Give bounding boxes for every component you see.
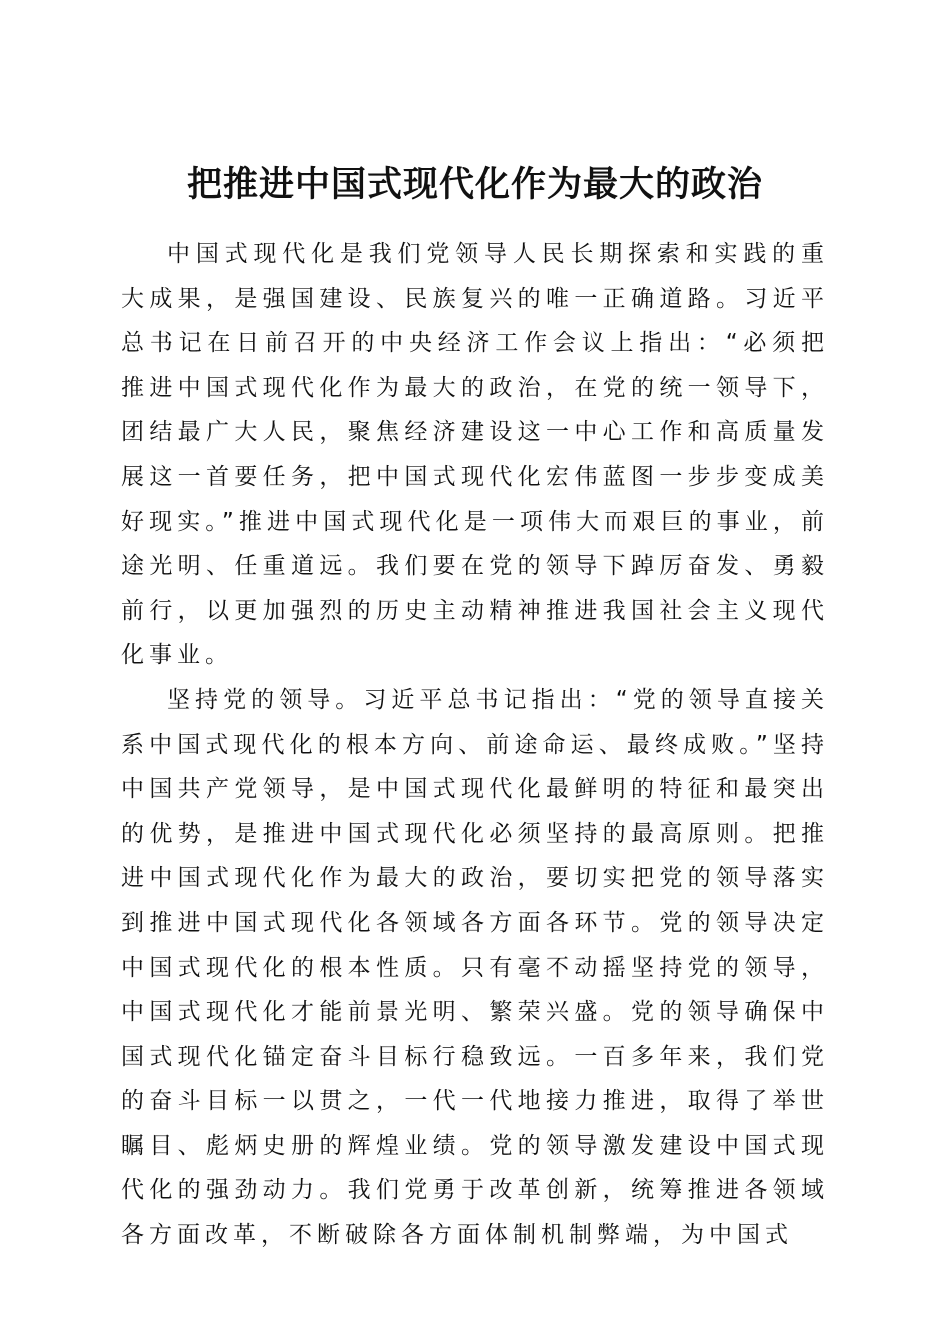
document-body bbox=[121, 232, 829, 1258]
paragraph: 坚持党的领导。习近平总书记指出：“党的领导直接关系中国式现代化的根本方向、前途命运、最终成败。”坚持中国共产党领导，是中国式现代化最鲜明的特征和最突出的优势，是推进中国式现代化必须坚持的最高原则。把推进中国式现代化作为最大的政治，要切实把党的领导落实到推进中国式现代化各领域各方面各环节。党的领导决定中国式现代化的根本性质。只有毫不动摇坚持党的领导，中国式现代化才能前景光明、繁荣兴盛。党的领导确保中国式现代化锚定奋斗目标行稳致远。一百多年来，我们党的奋斗目标一以贯之，一代一代地接力推进，取得了举世瞩目、彪炳史册的辉煌业绩。党的领导激发建设中国式现代化的强劲动力。我们党勇于改革创新，统筹推进各领域各方面改革，不断破除各方面体制机制弊端，为中国式 bbox=[121, 686, 829, 1249]
paragraph: 中国式现代化是我们党领导人民长期探索和实践的重大成果，是强国建设、民族复兴的唯一正确道路。习近平总书记在日前召开的中央经济工作会议上指出：“必须把推进中国式现代化作为最大的政治，在党的统一领导下，团结最广大人民，聚焦经济建设这一中心工作和高质量发展这一首要任务，把中国式现代化宏伟蓝图一步步变成美好现实。”推进中国式现代化是一项伟大而艰巨的事业，前途光明、任重道远。我们要在党的领导下踔厉奋发、勇毅前行，以更加强烈的历史主动精神推进我国社会主义现代化事业。 bbox=[121, 241, 829, 669]
document-title: 把推进中国式现代化作为最大的政治 bbox=[186, 164, 763, 206]
